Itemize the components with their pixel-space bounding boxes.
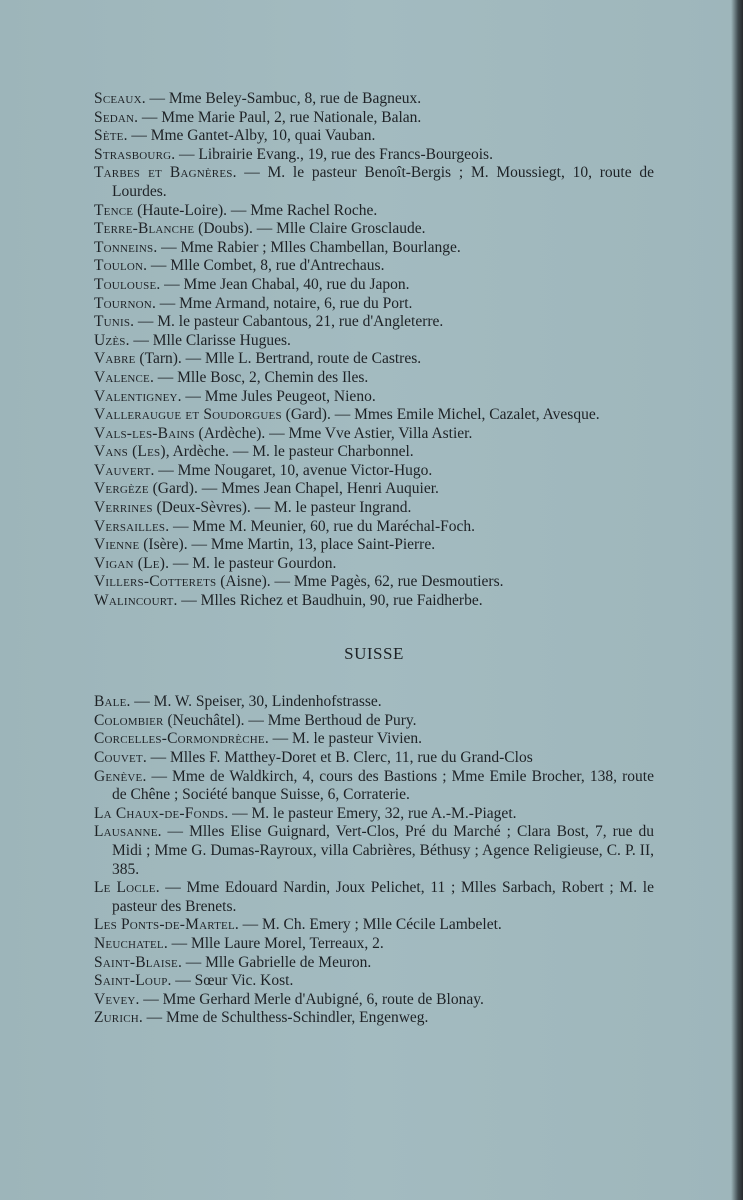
directory-entry: [94, 935, 654, 954]
directory-entry: [94, 332, 654, 351]
directory-entry: [94, 730, 654, 749]
entry-text: (Tarn). — Mlle L. Bertrand, route de Castres.: [135, 350, 422, 368]
place-name: Les Ponts-de-Martel: [94, 916, 235, 934]
directory-entry: [94, 425, 654, 444]
entry-text: . — Mlles Richez et Baudhuin, 90, rue Faidherbe.: [173, 592, 483, 610]
entry-text: (Deux-Sèvres). — M. le pasteur Ingrand.: [152, 499, 412, 517]
place-name: Vals-les-Bains: [94, 424, 195, 442]
place-name: Sète: [94, 127, 124, 145]
directory-entry: [94, 555, 654, 574]
entry-text: . — Sœur Vic. Kost.: [167, 972, 294, 990]
directory-entry: [94, 954, 654, 973]
entry-text: . — Mme Armand, notaire, 6, rue du Port.: [151, 294, 413, 312]
entry-text: . — Mme Jules Peugeot, Nieno.: [177, 387, 376, 405]
entry-text: . — Mme Edouard Nardin, Joux Pelichet, 11 ; Mlles Sarbach, Robert ; M. le pasteur des Brenets.: [112, 879, 654, 915]
entry-text: . — Mme Beley-Sambuc, 8, rue de Bagneux.: [141, 90, 422, 107]
place-name: Sedan: [94, 108, 135, 126]
entry-text: , Ardèche. — M. le pasteur Charbonnel.: [165, 443, 414, 461]
directory-entry: [94, 712, 654, 731]
directory-entry: [94, 146, 654, 165]
entry-text: . — M. le pasteur Benoît-Bergis ; M. Moussiegt, 10, route de Lourdes.: [112, 164, 655, 200]
entry-text: . — Mlles Elise Guignard, Vert-Clos, Pré du Marché ; Clara Bost, 7, rue du Midi ; Mme G. Dumas-Rayroux, villa Cabrières, Béthusy ; Agence Religieuse, C. P. II, 385.: [112, 823, 654, 878]
place-name: Verrines: [94, 499, 153, 517]
place-name: Vigan (Le): [94, 554, 166, 572]
directory-entry: [94, 350, 654, 369]
place-name: Bale: [94, 693, 127, 711]
directory-entry: [94, 693, 654, 712]
entry-text: . — Mme Marie Paul, 2, rue Nationale, Balan.: [134, 108, 422, 126]
entry-text: . — Mlles F. Matthey-Doret et B. Clerc, 11, rue du Grand-Clos: [142, 749, 533, 766]
directory-entry: [94, 480, 654, 499]
entry-text: . — Mme Nougaret, 10, avenue Victor-Hugo.: [150, 461, 433, 479]
place-name: La Chaux-de-Fonds: [94, 804, 225, 822]
entry-text: . — Mme Jean Chabal, 40, rue du Japon.: [156, 275, 410, 293]
place-name: Saint-Blaise: [94, 953, 178, 971]
entry-text: . — Mlle Laure Morel, Terreaux, 2.: [163, 934, 384, 952]
entry-text: (Doubs). — Mlle Claire Grosclaude.: [194, 220, 426, 238]
place-name: Walincourt: [94, 592, 174, 610]
directory-entry: [94, 239, 654, 258]
page-edge-shadow: [731, 0, 743, 1200]
entry-text: . — Librairie Evang., 19, rue des Francs-Bourgeois.: [171, 145, 493, 163]
directory-entry: [94, 592, 654, 611]
place-name: Terre-Blanche: [94, 220, 195, 238]
directory-content: [94, 90, 654, 1028]
entry-text: (Gard). — Mmes Jean Chapel, Henri Auquier.: [148, 480, 439, 498]
place-name: Strasbourg: [94, 145, 172, 163]
directory-entry: [94, 972, 654, 991]
directory-entry: [94, 369, 654, 388]
entry-text: (Gard). — Mmes Emile Michel, Cazalet, Avesque.: [281, 406, 600, 424]
entry-text: . — Mme Gerhard Merle d'Aubigné, 6, route de Blonay.: [135, 990, 484, 1008]
place-name: Valentigney: [94, 387, 178, 405]
place-name: Saint-Loup: [94, 972, 168, 990]
directory-entry: [94, 202, 654, 221]
place-name: Tonneins: [94, 238, 154, 256]
entry-text: . — Mlle Bosc, 2, Chemin des Iles.: [149, 368, 369, 386]
place-name: Valleraugue et Soudorgues: [94, 406, 282, 424]
place-name: Le Locle: [94, 879, 156, 897]
place-name: Lausanne: [94, 823, 158, 841]
directory-entry: [94, 991, 654, 1010]
directory-entry: [94, 536, 654, 555]
directory-entry: [94, 276, 654, 295]
place-name: Toulouse: [94, 275, 157, 293]
place-name: Vauvert: [94, 461, 151, 479]
place-name: Vans (Les): [94, 443, 166, 461]
entry-text: . — M. W. Speiser, 30, Lindenhofstrasse.: [126, 693, 382, 711]
entry-text: . — M. Ch. Emery ; Mlle Cécile Lambelet.: [234, 916, 502, 934]
directory-entry: [94, 749, 654, 768]
entry-text: . — M. le pasteur Emery, 32, rue A.-M.-Piaget.: [224, 804, 517, 822]
place-name: Vabre: [94, 350, 136, 368]
directory-entry: [94, 109, 654, 128]
place-name: Uzès: [94, 331, 126, 349]
entry-text: . — Mme de Waldkirch, 4, cours des Bastions ; Mme Emile Brocher, 138, route de Chêne ; Société banque Suisse, 6, Corraterie.: [112, 767, 654, 804]
place-name: Corcelles-Cormondrèche: [94, 730, 265, 748]
directory-entry: [94, 295, 654, 314]
place-name: Villers-Cotterets: [94, 573, 217, 591]
directory-entry: [94, 462, 654, 481]
place-name: Vevey: [94, 990, 136, 1008]
place-name: Sceaux: [94, 90, 142, 107]
entry-text: . — M. le pasteur Vivien.: [264, 730, 423, 748]
place-name: Vergèze: [94, 480, 149, 498]
directory-entry: [94, 823, 654, 879]
place-name: Colombier: [94, 711, 164, 729]
place-name: Versailles: [94, 517, 166, 535]
directory-entry: [94, 916, 654, 935]
entry-text: (Neuchâtel). — Mme Berthoud de Pury.: [163, 711, 417, 729]
section-title-suisse: SUISSE: [344, 643, 404, 663]
directory-entry: [94, 1009, 654, 1028]
directory-entry: [94, 127, 654, 146]
entry-text: (Isère). — Mme Martin, 13, place Saint-Pierre.: [139, 536, 436, 554]
place-name: Neuchatel: [94, 934, 164, 952]
directory-entry: [94, 388, 654, 407]
place-name: Zurich: [94, 1009, 139, 1027]
entry-text: (Ardèche). — Mme Vve Astier, Villa Astier.: [194, 424, 473, 442]
directory-entry: [94, 518, 654, 537]
directory-entry: [94, 406, 654, 425]
directory-entry: [94, 443, 654, 462]
entry-text: . — Mlle Gabrielle de Meuron.: [177, 953, 372, 971]
france-list: [94, 90, 654, 611]
directory-entry: [94, 879, 654, 916]
suisse-list: [94, 693, 654, 1028]
entry-text: (Haute-Loire). — Mme Rachel Roche.: [133, 201, 378, 219]
directory-entry: [94, 573, 654, 592]
directory-entry: [94, 805, 654, 824]
entry-text: . — Mlle Combet, 8, rue d'Antrechaus.: [143, 257, 385, 275]
entry-text: (Aisne). — Mme Pagès, 62, rue Desmoutiers.: [216, 573, 504, 591]
place-name: Vienne: [94, 536, 140, 554]
directory-entry: [94, 768, 654, 805]
entry-text: . — Mme de Schulthess-Schindler, Engenweg.: [138, 1009, 429, 1027]
place-name: Tence: [94, 201, 134, 219]
entry-text: . — Mme Gantet-Alby, 10, quai Vauban.: [123, 127, 376, 145]
place-name: Tarbes et Bagnères: [94, 164, 233, 182]
directory-entry: [94, 220, 654, 239]
directory-entry: [94, 313, 654, 332]
directory-entry: [94, 257, 654, 276]
directory-entry: [94, 164, 654, 201]
directory-entry: [94, 90, 654, 109]
place-name: Valence: [94, 368, 150, 386]
entry-text: . — M. le pasteur Gourdon.: [165, 554, 337, 572]
entry-text: . — M. le pasteur Cabantous, 21, rue d'Angleterre.: [130, 313, 444, 331]
place-name: Toulon: [94, 257, 144, 275]
directory-entry: [94, 499, 654, 518]
place-name: Tunis: [94, 313, 131, 331]
entry-text: . — Mme Rabier ; Mlles Chambellan, Bourlange.: [153, 238, 461, 256]
entry-text: . — Mme M. Meunier, 60, rue du Maréchal-Foch.: [165, 517, 475, 535]
place-name: Tournon: [94, 294, 152, 312]
place-name: Genève: [94, 767, 143, 785]
place-name: Couvet: [94, 749, 143, 766]
entry-text: . — Mlle Clarisse Hugues.: [125, 331, 291, 349]
